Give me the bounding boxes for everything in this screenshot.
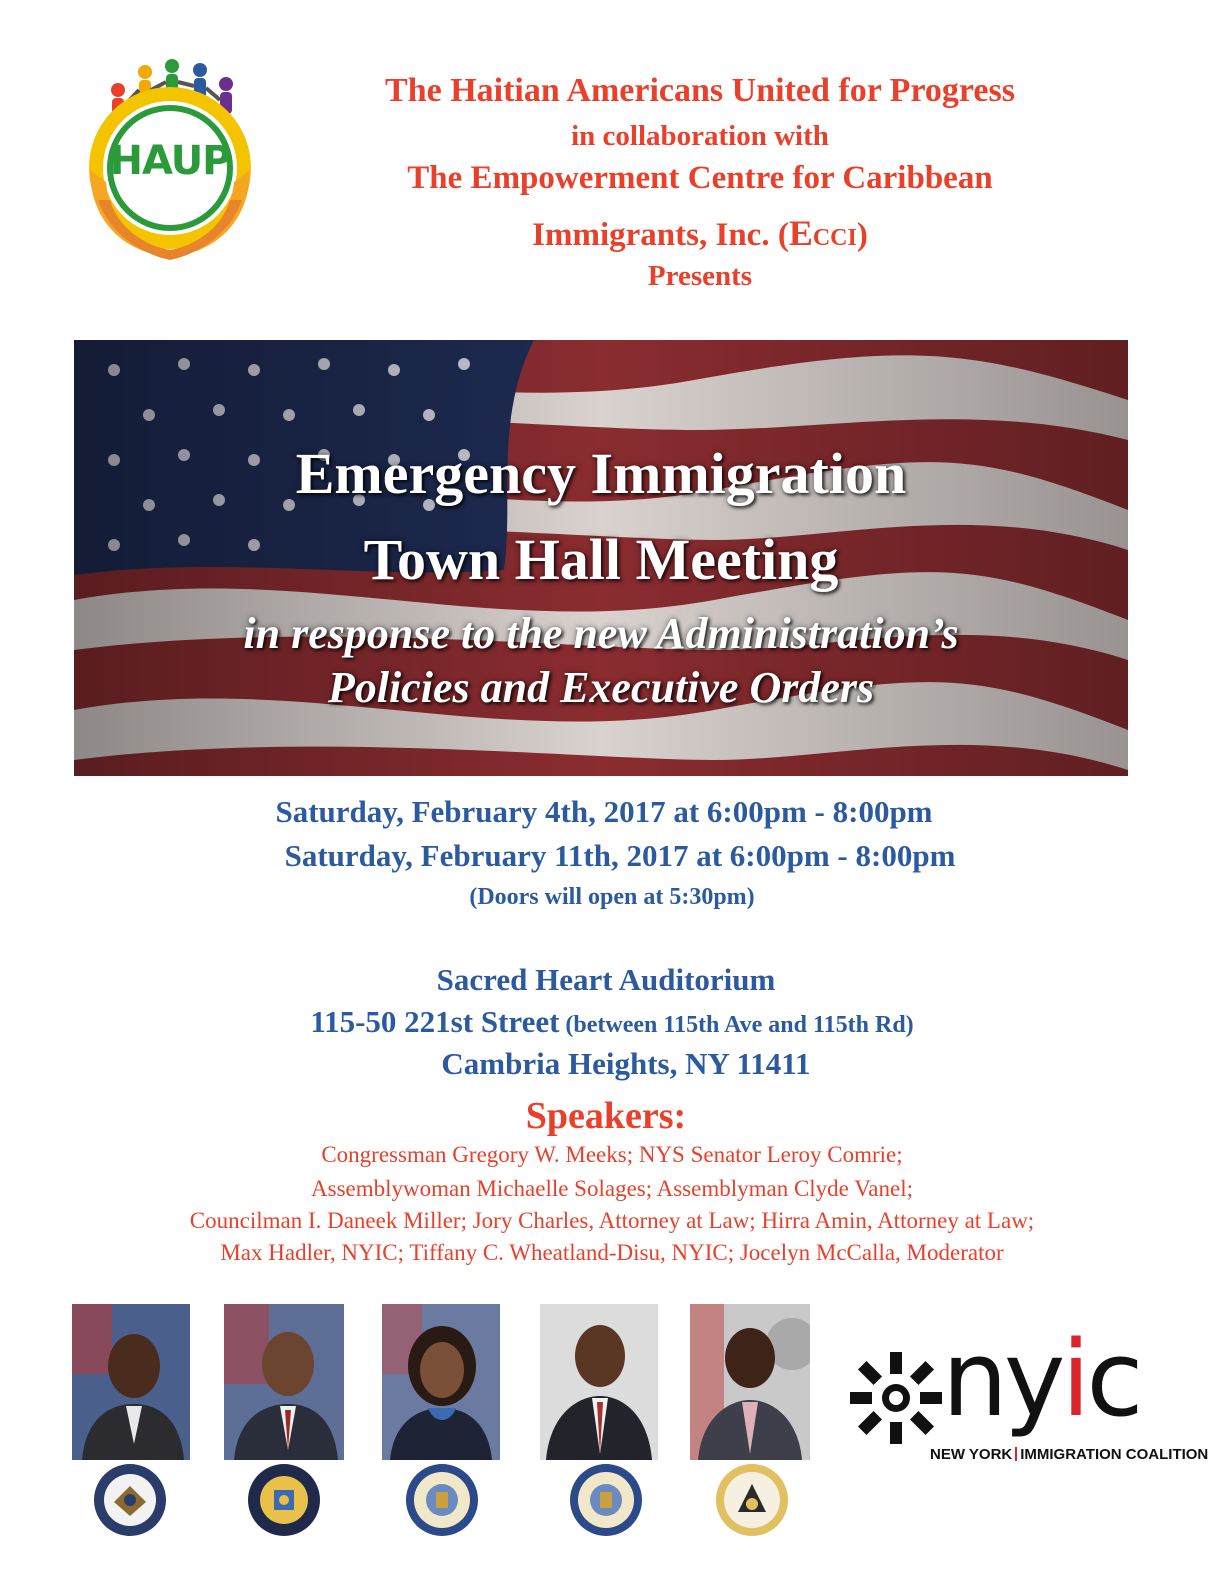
- ny-assembly-seal-2-icon: [568, 1462, 644, 1538]
- speaker-photo-meeks: [72, 1304, 190, 1460]
- haup-logo-text: HAUP: [109, 138, 231, 184]
- venue-name: Sacred Heart Auditorium: [436, 962, 776, 997]
- speakers-line-3: Councilman I. Daneek Miller; Jory Charles, Attorney at Law; Hirra Amin, Attorney at Law;: [189, 1208, 1035, 1233]
- nyic-tagline-left: NEW YORK: [930, 1446, 1013, 1463]
- venue-city: Cambria Heights, NY 11411: [441, 1046, 811, 1081]
- speaker-photo-vanel: [540, 1304, 658, 1460]
- nys-senate-seal-icon: [246, 1462, 322, 1538]
- collab-text: in collaboration with: [571, 120, 829, 152]
- partner-acronym-rest: CCI: [812, 225, 857, 251]
- event-date-1: Saturday, February 4th, 2017 at 6:00pm - 8:00pm: [275, 794, 933, 829]
- partner-line-2-text: Immigrants, Inc. (: [532, 217, 789, 253]
- event-date-2: Saturday, February 11th, 2017 at 6:00pm - 8:00pm: [284, 838, 956, 873]
- event-subtitle-line-1: in response to the new Administration’s: [243, 609, 959, 658]
- nyic-tagline: [930, 1446, 1208, 1463]
- partner-line-2-close: ): [856, 217, 868, 253]
- speakers-line-4: Max Hadler, NYIC; Tiffany C. Wheatland-Disu, NYIC; Jocelyn McCalla, Moderator: [220, 1240, 1004, 1265]
- speakers-line-1: Congressman Gregory W. Meeks; NYS Senator Leroy Comrie;: [321, 1142, 903, 1167]
- event-subtitle-line-2: Policies and Executive Orders: [327, 663, 875, 712]
- event-title-line-2: Town Hall Meeting: [363, 527, 839, 592]
- us-congress-seal-icon: [92, 1462, 168, 1538]
- nyic-wordmark-i: i: [1061, 1318, 1087, 1440]
- doors-open-note: (Doors will open at 5:30pm): [469, 884, 755, 910]
- venue-street-address: 115-50 221st Street: [310, 1004, 560, 1039]
- venue-cross-streets: (between 115th Ave and 115th Rd): [559, 1012, 914, 1038]
- speaker-photo-solages: [382, 1304, 500, 1460]
- presents-text: Presents: [647, 260, 753, 292]
- nyic-emblem-icon: [846, 1348, 946, 1448]
- ny-assembly-seal-icon: [404, 1462, 480, 1538]
- nyic-tagline-right: IMMIGRATION COALITION: [1020, 1446, 1209, 1463]
- event-title-line-1: Emergency Immigration: [295, 441, 907, 506]
- flag-banner: [74, 340, 1128, 776]
- org-name: The Haitian Americans United for Progress: [385, 72, 1015, 109]
- nyc-council-seal-icon: [714, 1462, 790, 1538]
- partner-acronym-e: E: [788, 213, 813, 253]
- partner-line-1: The Empowerment Centre for Caribbean: [407, 160, 993, 196]
- partner-line-2: [240, 212, 1160, 254]
- nyic-logo: [846, 1318, 1209, 1474]
- venue-street: [0, 1004, 1224, 1040]
- speakers-heading: Speakers:: [525, 1095, 687, 1137]
- nyic-tagline-divider: [1015, 1447, 1017, 1461]
- nyic-wordmark-c: c: [1086, 1318, 1140, 1440]
- speakers-line-2: Assemblywoman Michaelle Solages; Assemblyman Clyde Vanel;: [311, 1176, 913, 1201]
- speaker-photo-miller: [690, 1304, 810, 1460]
- nyic-wordmark: [942, 1318, 1140, 1440]
- nyic-wordmark-ny: ny: [942, 1318, 1062, 1440]
- speaker-photo-comrie: [224, 1304, 344, 1460]
